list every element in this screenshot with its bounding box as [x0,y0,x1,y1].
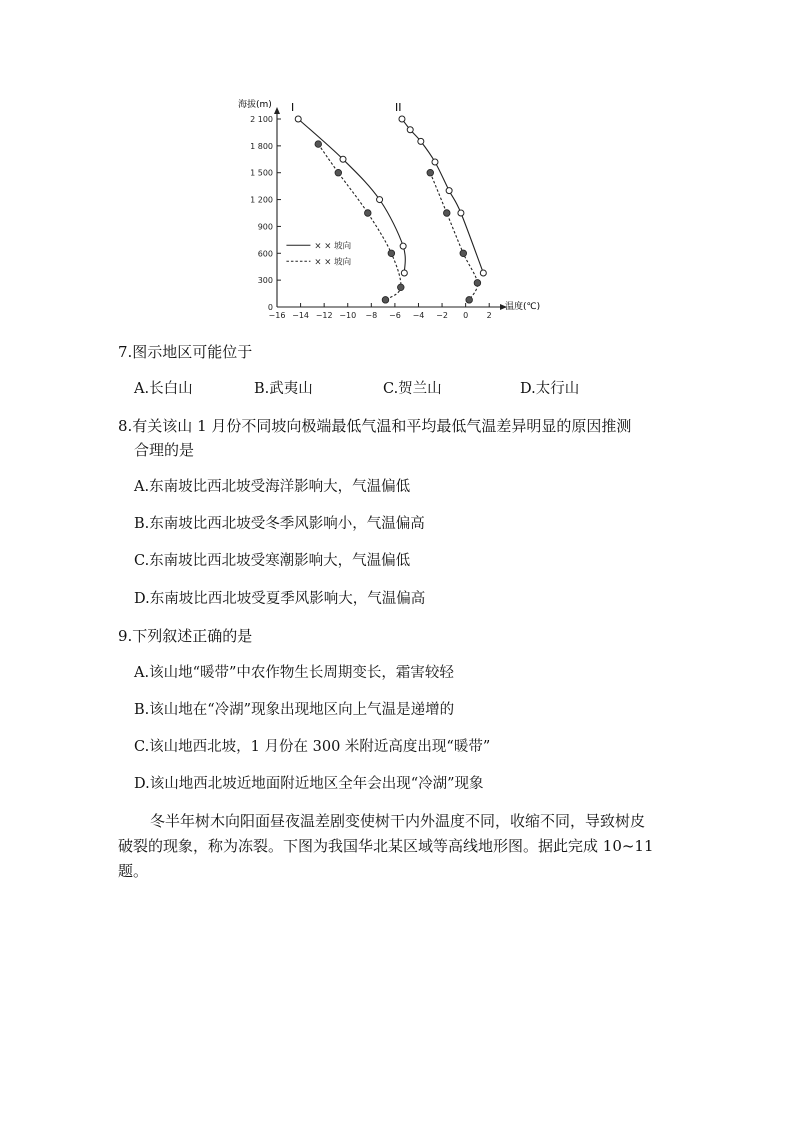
legend-solid-label: × × 坡向 [314,241,352,252]
x-tick-label: −16 [268,311,286,320]
y-axis-arrow [274,107,280,114]
x-tick-label: −6 [388,311,401,320]
y-tick-label: 2 100 [250,115,273,124]
y-tick-label: 1 200 [250,195,273,205]
y-tick-label: 1 800 [250,141,273,151]
x-tick-label: −2 [436,311,448,320]
x-tick-label: −12 [315,311,333,320]
series-I-dashed-line [318,144,401,300]
q7-option-a: A.长白山 [134,381,193,397]
x-tick-label: 0 [463,311,469,320]
chart-axes [274,107,507,310]
series-II-open-point [480,270,486,276]
q8-option-c: C.东南坡比西北坡受寒潮影响大，气温偏低 [134,553,411,569]
series-I-open-point [377,197,383,203]
q7-option-c: C.贺兰山 [383,381,442,397]
passage-line-1: 冬半年树木向阳面昼夜温差剧变使树干内外温度不同，收缩不同，导致树皮 [150,812,646,830]
y-tick-label: 0 [267,303,273,312]
series-II-open-point [418,138,424,144]
q8-option-a: A.东南坡比西北坡受海洋影响大，气温偏低 [134,479,411,495]
panel-label-ii: II [395,101,402,114]
question-8-stem-line1: 8.有关该山 1 月份不同坡向极端最低气温和平均最低气温差异明显的原因推测 [118,417,632,435]
passage-line-2: 破裂的现象，称为冻裂。下图为我国华北某区域等高线地形图。据此完成 10~11 [118,837,654,855]
y-tick-label: 1 500 [250,168,273,178]
q8-option-b: B.东南坡比西北坡受冬季风影响小，气温偏高 [134,516,425,532]
series-I-open-point [295,116,301,122]
q9-option-d: D.该山地西北坡近地面附近地区全年会出现“冷湖”现象 [134,776,484,792]
x-tick-label: −4 [412,311,425,320]
series-II-open-point [432,159,438,165]
series-I-filled-point [335,169,342,176]
y-tick-label: 900 [257,222,273,232]
series-I-open-point [401,270,407,276]
q7-option-d: D.太行山 [520,381,580,397]
series-II-filled-point [427,169,434,176]
series-I-filled-point [388,250,395,257]
series-I-filled-point [397,284,404,291]
series-I-filled-point [382,297,389,304]
series-II-open-point [446,188,452,194]
question-9-stem: 9.下列叙述正确的是 [118,627,253,645]
series-I-filled-point [315,141,322,148]
panel-label-i: I [291,101,295,114]
chart-curves [295,116,486,303]
series-I-open-point [340,156,346,162]
x-tick-label: 2 [486,311,492,320]
series-I-open-point [400,243,406,249]
altitude-temperature-chart [238,95,565,325]
q8-option-d: D.东南坡比西北坡受夏季风影响大，气温偏高 [134,591,426,607]
series-II-filled-point [443,210,450,217]
question-7-stem: 7.图示地区可能位于 [118,343,253,361]
series-II-open-point [399,116,405,122]
y-tick-label: 600 [257,249,273,259]
y-axis-label: 海拔(m) [238,100,272,110]
x-tick-label: −10 [339,311,357,320]
series-II-filled-point [460,250,467,257]
q9-option-b: B.该山地在“冷湖”现象出现地区向上气温是递增的 [134,702,455,718]
series-II-filled-point [466,297,473,304]
legend-dashed-label: × × 坡向 [314,257,352,268]
series-II-filled-point [474,280,481,287]
y-tick-label: 300 [257,276,273,286]
series-II-solid-line [402,119,483,273]
passage-line-3: 题。 [118,862,149,880]
x-axis-label: 温度(℃) [505,302,541,312]
chart-legend [286,240,351,267]
series-II-open-point [458,210,464,216]
x-tick-label: −14 [292,311,310,320]
question-8-stem-line2: 合理的是 [134,441,195,459]
series-II-open-point [407,127,413,133]
x-tick-label: −8 [365,311,378,320]
q9-option-a: A.该山地“暖带”中农作物生长周期变长，霜害较轻 [134,665,454,681]
q7-option-b: B.武夷山 [254,381,313,397]
q9-option-c: C.该山地西北坡，1 月份在 300 米附近高度出现“暖带” [134,739,491,755]
series-I-filled-point [364,210,371,217]
